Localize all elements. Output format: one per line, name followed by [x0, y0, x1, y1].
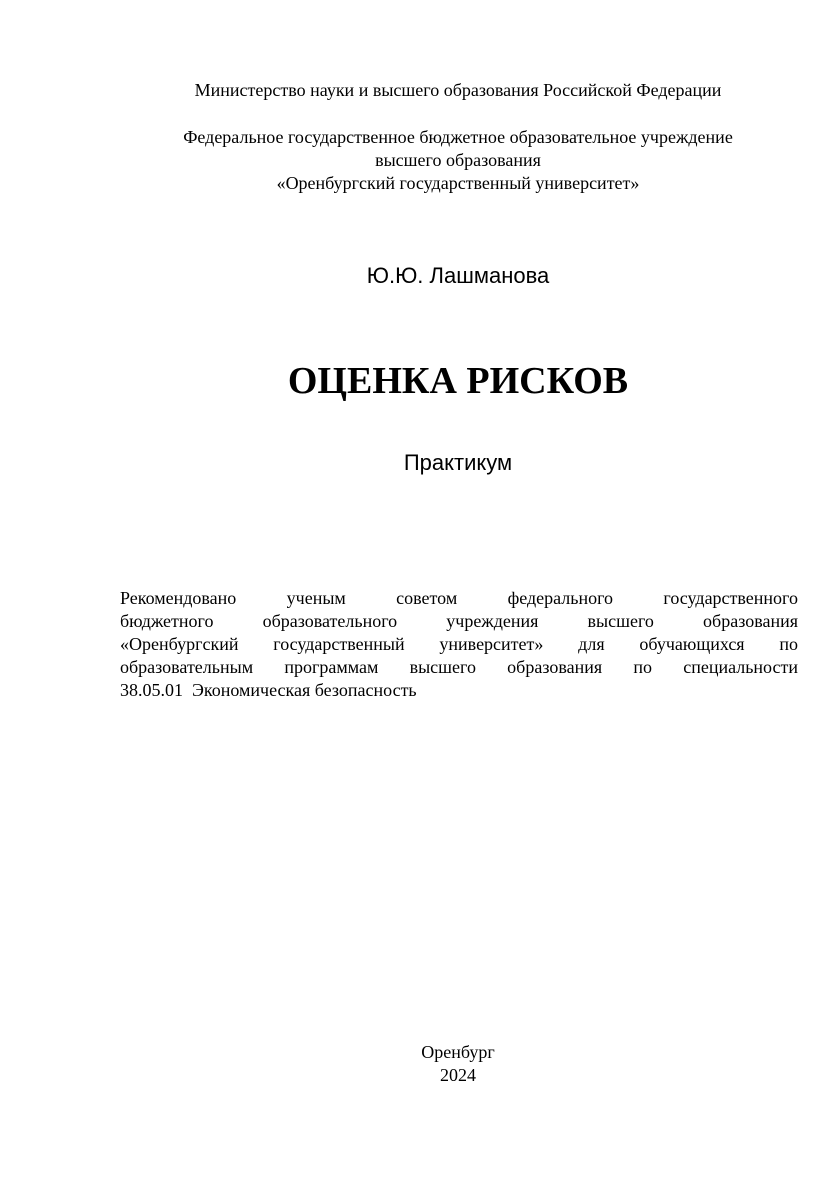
recommendation-line-4: образовательным программам высшего образования по специальности: [120, 657, 798, 677]
ministry-name: Министерство науки и высшего образования Российской Федерации: [194, 80, 722, 100]
recommendation-line-3: «Оренбургский государственный университет» для обучающихся по: [120, 634, 798, 654]
document-title: ОЦЕНКА РИСКОВ: [287, 360, 629, 402]
publication-city: Оренбург: [421, 1042, 495, 1062]
recommendation-line-1: Рекомендовано ученым советом федерального государственного: [120, 588, 798, 608]
author-name: Ю.Ю. Лашманова: [366, 263, 550, 288]
document-subtitle: Практикум: [403, 450, 513, 475]
publication-year: 2024: [440, 1065, 476, 1085]
institution-line-3: «Оренбургский государственный университет»: [276, 173, 640, 193]
recommendation-line-2: бюджетного образовательного учреждения высшего образования: [120, 611, 798, 631]
institution-line-1: Федеральное государственное бюджетное образовательное учреждение: [183, 127, 733, 147]
recommendation-line-5: 38.05.01 Экономическая безопасность: [120, 680, 417, 700]
institution-line-2: высшего образования: [375, 150, 541, 170]
